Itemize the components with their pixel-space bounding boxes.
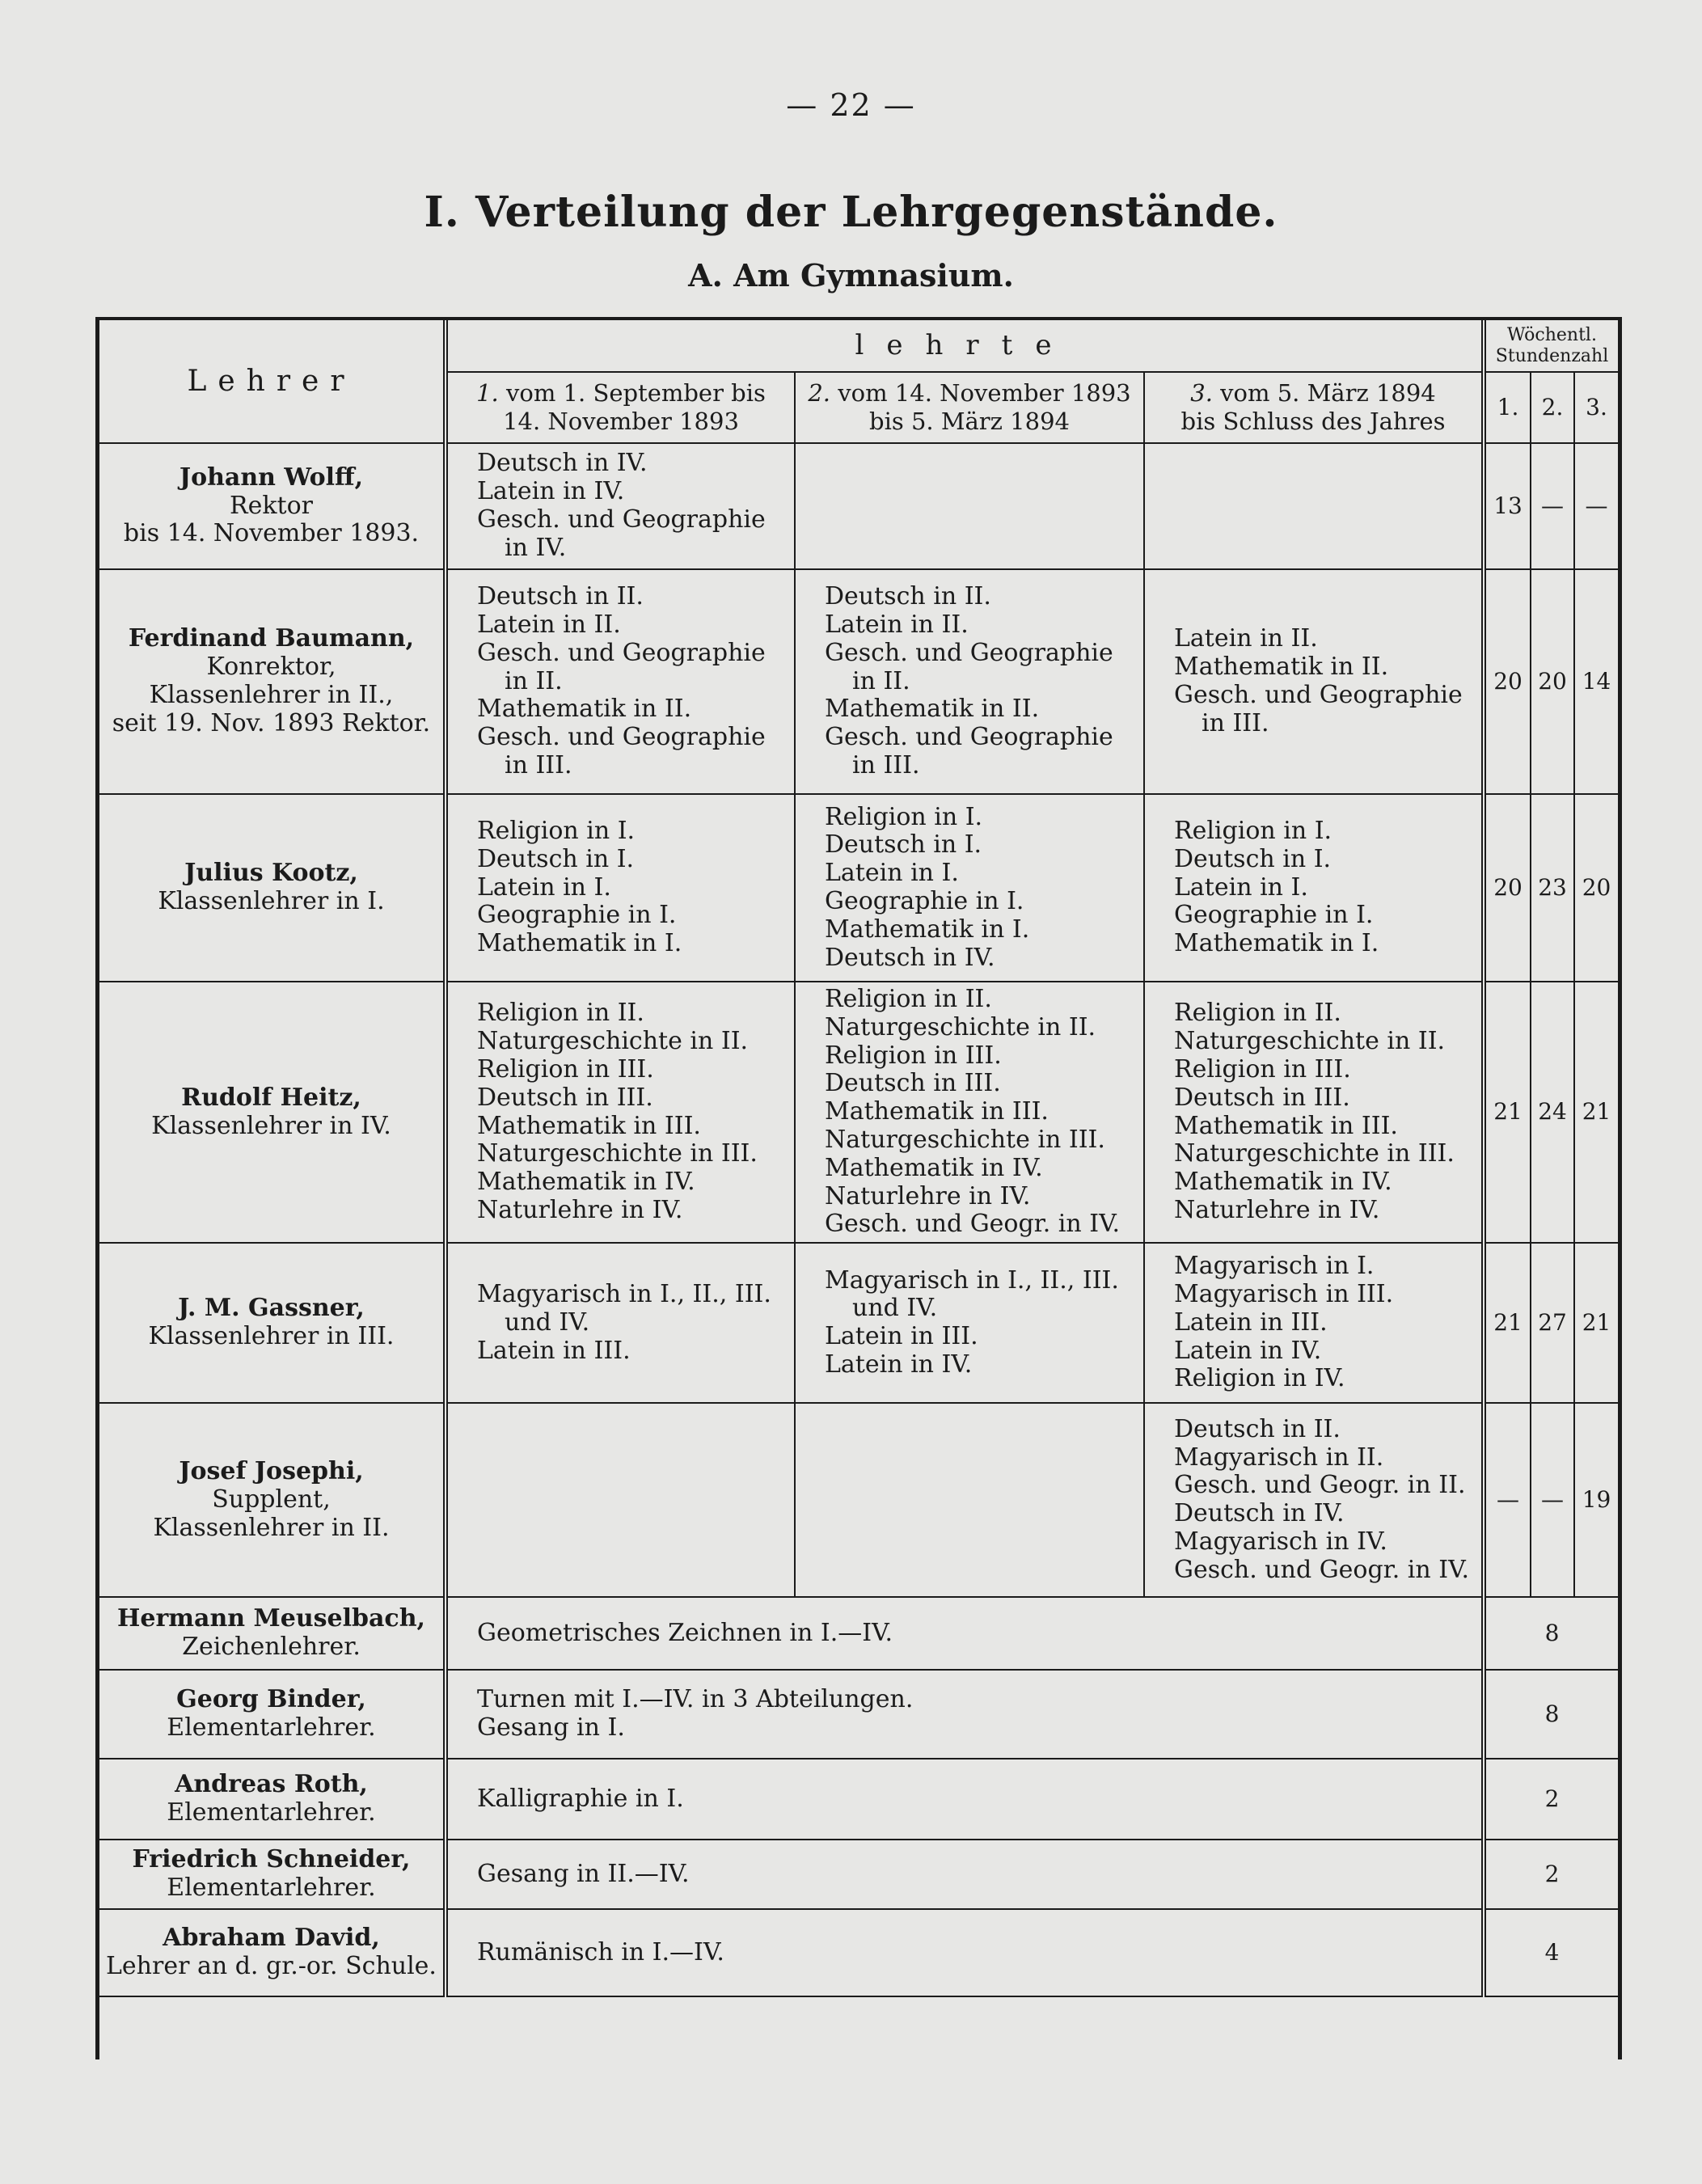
subject-line: Gesch. und Geographie — [825, 638, 1113, 667]
subject-line: Religion in III. — [825, 1041, 1002, 1070]
subject-line: Latein in I. — [477, 872, 611, 902]
subject-line: Naturlehre in IV. — [825, 1181, 1031, 1210]
subject-line: Deutsch in III. — [1174, 1083, 1350, 1112]
table-row — [99, 1243, 1618, 1403]
teacher-cell — [99, 1597, 446, 1670]
subject-line: Religion in II. — [477, 999, 644, 1028]
period-1-line1: vom 1. September bis — [506, 379, 766, 408]
subject-line: Deutsch in II. — [1174, 1414, 1341, 1443]
subject-line: Naturlehre in IV. — [477, 1195, 683, 1224]
teacher-name: Abraham David, — [163, 1924, 380, 1953]
subject-line: Gesch. und Geographie — [477, 723, 766, 752]
subject-line: Deutsch in II. — [825, 582, 991, 611]
period-3-subjects — [1144, 982, 1484, 1243]
subject-line: Naturgeschichte in III. — [477, 1139, 758, 1168]
period-1-subjects — [446, 569, 795, 794]
hours-period-3: 21 — [1574, 1243, 1618, 1403]
subject-line: Latein in II. — [1174, 624, 1318, 653]
subject-line: Gesch. und Geogr. in IV. — [1174, 1555, 1470, 1584]
subject-line: Latein in II. — [825, 610, 969, 639]
hours-period-2: — — [1531, 1403, 1574, 1597]
table-row — [99, 1403, 1618, 1597]
subject-line: Mathematik in IV. — [825, 1153, 1043, 1182]
period-3-subjects — [1144, 794, 1484, 982]
subject-line: Mathematik in II. — [1174, 653, 1389, 682]
subject-line: Naturlehre in IV. — [1174, 1195, 1380, 1224]
subject-line: Magyarisch in II. — [1174, 1443, 1384, 1472]
teacher-role: Klassenlehrer in IV. — [151, 1111, 391, 1140]
subject-line: Religion in I. — [825, 802, 983, 831]
subject-line: Religion in III. — [1174, 1054, 1351, 1084]
hours-period-3: 19 — [1574, 1403, 1618, 1597]
subject-line: Naturgeschichte in III. — [1174, 1139, 1455, 1168]
subject-line: und IV. — [505, 1307, 590, 1337]
teacher-role: bis 14. November 1893. — [123, 519, 420, 548]
hours-period-2: — — [1531, 443, 1574, 569]
subject-line: und IV. — [852, 1294, 938, 1323]
subject-line: Magyarisch in I., II., III. — [477, 1279, 771, 1308]
period-2-subjects — [795, 794, 1144, 982]
subject-line: Deutsch in I. — [477, 844, 635, 873]
distribution-table — [99, 320, 1618, 1997]
subject-line: Religion in I. — [477, 817, 636, 845]
teacher-role: Zeichenlehrer. — [182, 1633, 361, 1662]
period-3-line2: bis Schluss des Jahres — [1180, 408, 1446, 435]
subject-line: Mathematik in II. — [825, 695, 1040, 724]
subject-line: Latein in IV. — [477, 477, 625, 506]
subject-line: Latein in IV. — [1174, 1336, 1322, 1365]
teacher-cell — [99, 1840, 446, 1909]
subject-line: Gesch. und Geographie — [477, 638, 766, 667]
subject-line: Naturgeschichte in III. — [825, 1125, 1105, 1154]
subject-line: Deutsch in III. — [825, 1069, 1001, 1098]
teacher-role: Elementarlehrer. — [167, 1713, 376, 1743]
subject-line: Deutsch in I. — [825, 830, 982, 860]
teacher-role: seit 19. Nov. 1893 Rektor. — [112, 708, 431, 737]
teacher-name: Julius Kootz, — [184, 859, 358, 888]
subject-line: Geographie in I. — [825, 887, 1024, 915]
subject-line: Mathematik in I. — [1174, 929, 1379, 958]
period-3-subjects — [1144, 1243, 1484, 1403]
subject-line: Gesch. und Geogr. in II. — [1174, 1471, 1466, 1500]
period-1-subjects — [446, 1243, 795, 1403]
subject-line: Deutsch in II. — [477, 582, 644, 611]
section-subtitle: A. Am Gymnasium. — [688, 257, 1014, 294]
header-week-2: 2. — [1531, 372, 1574, 443]
subject-line: Geographie in I. — [477, 901, 677, 930]
teacher-role: Lehrer an d. gr.-or. Schule. — [106, 1952, 437, 1981]
period-1-subjects — [446, 794, 795, 982]
table-row — [99, 1909, 1618, 1996]
subjects-all-periods — [446, 1909, 1484, 1996]
teacher-cell — [99, 1909, 446, 1996]
subject-line: Geographie in I. — [1174, 901, 1374, 930]
hours-period-1: 21 — [1484, 1243, 1531, 1403]
subject-line: Gesch. und Geographie — [477, 505, 766, 534]
subject-line: Rumänisch in I.—IV. — [477, 1937, 724, 1966]
subject-line: Gesch. und Geographie — [1174, 681, 1463, 709]
subject-line: Mathematik in I. — [477, 929, 682, 958]
period-2-subjects — [795, 569, 1144, 794]
teacher-cell — [99, 1243, 446, 1403]
subject-line: Turnen mit I.—IV. in 3 Abteilungen. — [477, 1685, 914, 1714]
hours-total: 2 — [1484, 1759, 1618, 1840]
teacher-name: Georg Binder, — [176, 1685, 366, 1714]
subject-line: Gesang in I. — [477, 1713, 625, 1743]
hours-period-1: 21 — [1484, 982, 1531, 1243]
subject-line: Naturgeschichte in II. — [825, 1012, 1096, 1041]
hours-total: 8 — [1484, 1597, 1618, 1670]
subject-line: Mathematik in I. — [825, 915, 1030, 944]
hours-period-1: — — [1484, 1403, 1531, 1597]
subject-line: Latein in I. — [1174, 872, 1308, 902]
period-2-number: 2. — [808, 379, 831, 408]
period-1-subjects — [446, 1403, 795, 1597]
subjects-all-periods — [446, 1759, 1484, 1840]
subject-line: Mathematik in IV. — [1174, 1168, 1392, 1197]
subject-line: Deutsch in IV. — [1174, 1499, 1345, 1528]
subject-line: Deutsch in I. — [1174, 844, 1332, 873]
distribution-table-frame — [95, 317, 1622, 2059]
subject-line: Mathematik in III. — [825, 1097, 1049, 1126]
period-1-subjects — [446, 982, 795, 1243]
teacher-cell — [99, 1403, 446, 1597]
header-period-3 — [1144, 372, 1484, 443]
teacher-role: Elementarlehrer. — [167, 1874, 376, 1903]
teacher-cell — [99, 569, 446, 794]
table-row — [99, 569, 1618, 794]
subject-line: Naturgeschichte in II. — [1174, 1027, 1446, 1056]
subject-line: Religion in IV. — [1174, 1364, 1345, 1393]
period-2-line2: bis 5. März 1894 — [869, 408, 1070, 435]
period-2-subjects — [795, 1243, 1144, 1403]
subject-line: in III. — [1202, 708, 1269, 737]
period-1-subjects — [446, 443, 795, 569]
header-week-1: 1. — [1484, 372, 1531, 443]
header-weekly-line2: Stundenzahl — [1495, 345, 1609, 366]
subject-line: Naturgeschichte in II. — [477, 1027, 749, 1056]
subjects-all-periods — [446, 1840, 1484, 1909]
hours-period-3: 20 — [1574, 794, 1618, 982]
teacher-role: Elementarlehrer. — [167, 1798, 376, 1827]
teacher-role: Konrektor, — [206, 653, 336, 682]
subject-line: Religion in I. — [1174, 817, 1332, 845]
subject-line: Religion in II. — [825, 985, 992, 1013]
header-period-1 — [446, 372, 795, 443]
subjects-all-periods — [446, 1597, 1484, 1670]
subject-line: in III. — [505, 750, 572, 779]
subject-line: Mathematik in III. — [477, 1111, 701, 1140]
hours-total: 8 — [1484, 1670, 1618, 1759]
subject-line: Latein in III. — [1174, 1307, 1328, 1337]
subject-line: Latein in I. — [825, 859, 959, 888]
header-weekly-hours — [1484, 320, 1618, 372]
subject-line: Gesang in II.—IV. — [477, 1859, 690, 1888]
teacher-name: Ferdinand Baumann, — [128, 624, 415, 653]
teacher-name: Josef Josephi, — [179, 1456, 364, 1485]
period-2-line1: vom 14. November 1893 — [838, 379, 1131, 408]
period-2-subjects — [795, 443, 1144, 569]
teacher-name: Andreas Roth, — [175, 1770, 368, 1799]
hours-period-1: 13 — [1484, 443, 1531, 569]
period-3-subjects — [1144, 569, 1484, 794]
teacher-name: J. M. Gassner, — [178, 1294, 365, 1323]
teacher-name: Friedrich Schneider, — [132, 1845, 411, 1874]
hours-period-1: 20 — [1484, 569, 1531, 794]
period-3-line1: vom 5. März 1894 — [1220, 379, 1436, 408]
subject-line: Religion in II. — [1174, 999, 1341, 1028]
subject-line: in III. — [852, 750, 920, 779]
subject-line: in II. — [505, 666, 563, 695]
subject-line: Latein in III. — [477, 1336, 631, 1365]
subject-line: Deutsch in IV. — [825, 943, 995, 972]
teacher-name: Hermann Meuselbach, — [117, 1604, 425, 1633]
table-row — [99, 1840, 1618, 1909]
teacher-name: Rudolf Heitz, — [181, 1083, 361, 1112]
table-row — [99, 1597, 1618, 1670]
table-row — [99, 443, 1618, 569]
period-3-subjects — [1144, 443, 1484, 569]
teacher-role: Klassenlehrer in II. — [153, 1513, 390, 1542]
teacher-name: Johann Wolff, — [179, 463, 364, 492]
subject-line: in IV. — [505, 533, 567, 562]
subject-line: Kalligraphie in I. — [477, 1784, 684, 1813]
table-row — [99, 1759, 1618, 1840]
hours-period-3: 14 — [1574, 569, 1618, 794]
teacher-cell — [99, 794, 446, 982]
subject-line: Deutsch in IV. — [477, 449, 648, 478]
period-2-subjects — [795, 1403, 1144, 1597]
table-row — [99, 982, 1618, 1243]
subject-line: Gesch. und Geogr. in IV. — [825, 1210, 1121, 1239]
subject-line: Magyarisch in I., II., III. — [825, 1265, 1119, 1295]
hours-period-1: 20 — [1484, 794, 1531, 982]
hours-period-3: 21 — [1574, 982, 1618, 1243]
hours-total: 4 — [1484, 1909, 1618, 1996]
teacher-cell — [99, 443, 446, 569]
subject-line: Magyarisch in IV. — [1174, 1527, 1387, 1556]
subject-line: Gesch. und Geographie — [825, 723, 1113, 752]
hours-period-2: 24 — [1531, 982, 1574, 1243]
subjects-all-periods — [446, 1670, 1484, 1759]
subject-line: Mathematik in II. — [477, 695, 692, 724]
header-period-2 — [795, 372, 1144, 443]
period-1-line2: 14. November 1893 — [503, 408, 739, 435]
header-lehrer: Lehrer — [99, 320, 446, 443]
subject-line: Latein in II. — [477, 610, 621, 639]
period-1-number: 1. — [476, 379, 499, 408]
table-row — [99, 794, 1618, 982]
subject-line: Latein in III. — [825, 1322, 978, 1351]
subject-line: Mathematik in IV. — [477, 1168, 695, 1197]
table-body — [99, 443, 1618, 1996]
hours-period-2: 20 — [1531, 569, 1574, 794]
subject-line: Geometrisches Zeichnen in I.—IV. — [477, 1618, 893, 1647]
subject-line: Magyarisch in III. — [1174, 1279, 1394, 1308]
subject-line: Mathematik in III. — [1174, 1111, 1398, 1140]
teacher-cell — [99, 1670, 446, 1759]
header-weekly-line1: Wöchentl. — [1507, 325, 1597, 346]
page-number: — 22 — — [786, 87, 916, 123]
hours-period-3: — — [1574, 443, 1618, 569]
table-row — [99, 1670, 1618, 1759]
page-title: I. Verteilung der Lehrgegenstände. — [424, 188, 1278, 237]
teacher-role: Klassenlehrer in II., — [149, 681, 394, 709]
teacher-role: Klassenlehrer in I. — [158, 887, 385, 915]
teacher-role: Rektor — [230, 491, 313, 520]
period-3-number: 3. — [1190, 379, 1213, 408]
period-3-subjects — [1144, 1403, 1484, 1597]
subject-line: Deutsch in III. — [477, 1083, 653, 1112]
hours-total: 2 — [1484, 1840, 1618, 1909]
teacher-role: Supplent, — [212, 1485, 331, 1514]
header-lehrte: lehrte — [446, 320, 1484, 372]
subject-line: Religion in III. — [477, 1054, 654, 1084]
hours-period-2: 27 — [1531, 1243, 1574, 1403]
subject-line: in II. — [852, 666, 910, 695]
teacher-role: Klassenlehrer in III. — [148, 1322, 395, 1351]
header-week-3: 3. — [1574, 372, 1618, 443]
period-2-subjects — [795, 982, 1144, 1243]
subject-line: Latein in IV. — [825, 1350, 973, 1379]
subject-line: Magyarisch in I. — [1174, 1252, 1375, 1281]
teacher-cell — [99, 1759, 446, 1840]
teacher-cell — [99, 982, 446, 1243]
hours-period-2: 23 — [1531, 794, 1574, 982]
